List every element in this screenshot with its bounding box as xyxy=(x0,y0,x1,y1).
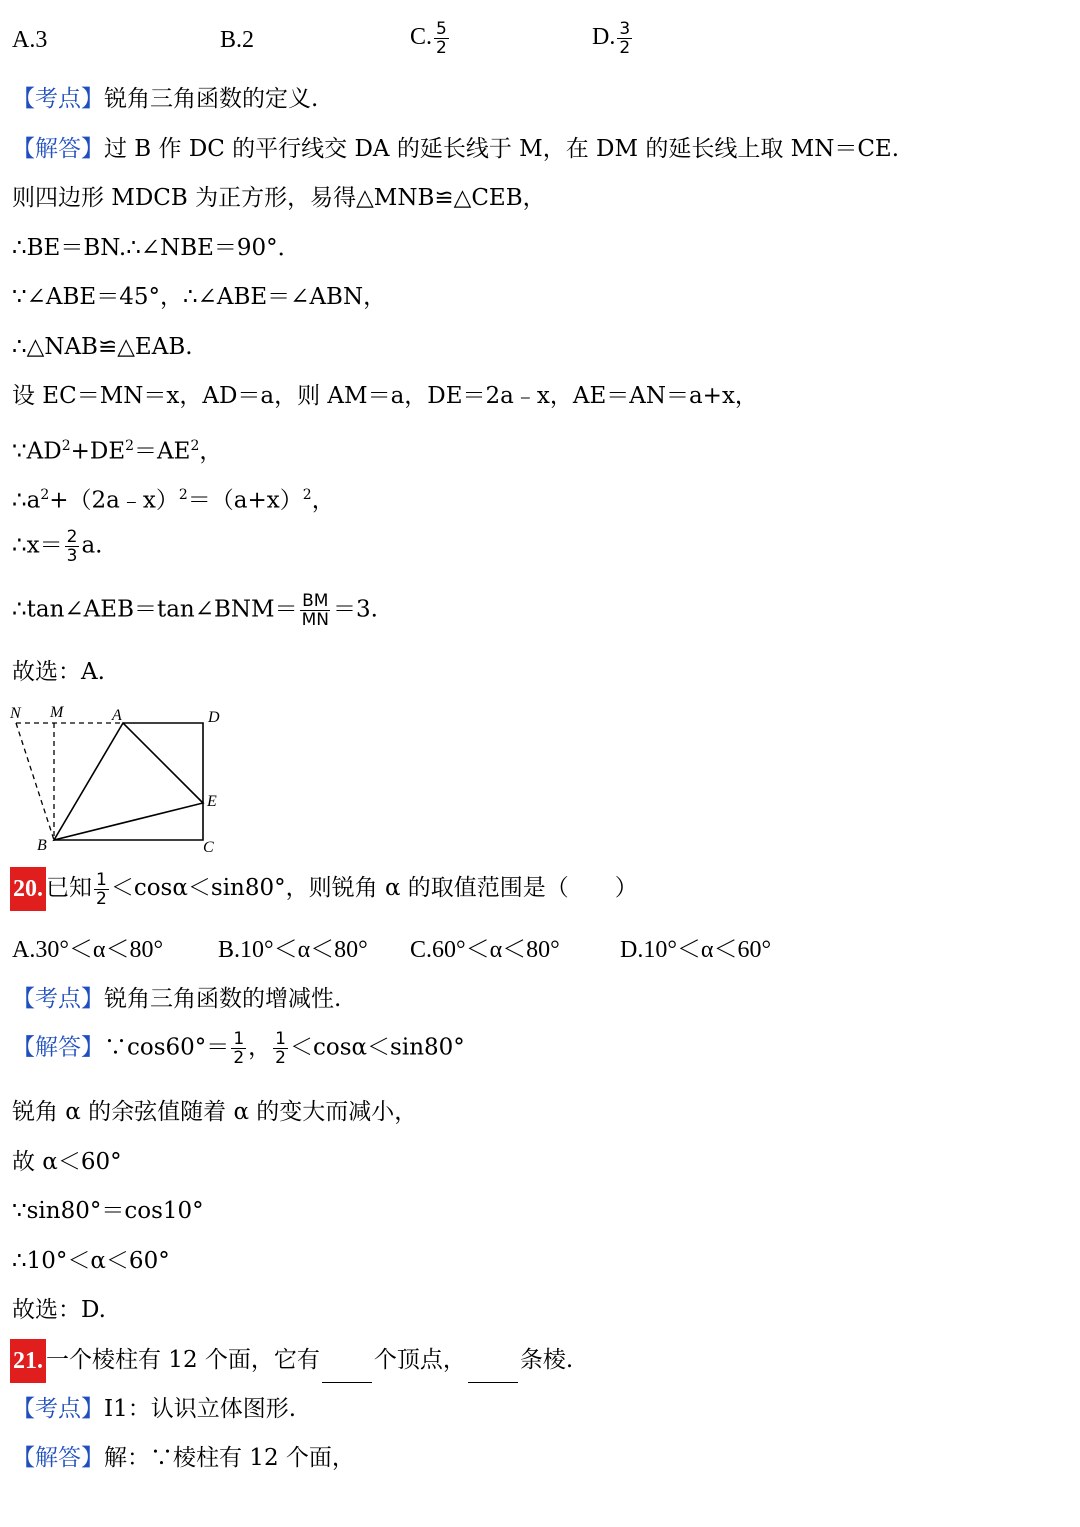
kaodian-tag: 【考点】 xyxy=(12,86,104,112)
square-sup: 2 xyxy=(125,438,135,454)
label-n: N xyxy=(10,705,21,722)
q19-step-2: ∴BE＝BN.∴∠NBE＝90°． xyxy=(12,235,301,261)
q19-option-c xyxy=(410,20,451,57)
fraction-numerator: 2 xyxy=(66,527,78,547)
q20-option-a: A.30°＜α＜80° xyxy=(12,937,164,963)
kaodian-text: I1：认识立体图形. xyxy=(104,1396,297,1422)
fraction-denominator: 2 xyxy=(275,1048,286,1068)
label-a: A xyxy=(112,707,122,724)
q19-step-5: 设 EC＝MN＝x，AD＝a，则 AM＝a，DE＝2a﹣x，AE＝AN＝a+x， xyxy=(12,383,758,409)
q20-answer: 故选：D. xyxy=(12,1297,106,1323)
fraction-numerator: BM xyxy=(302,591,329,611)
pyth-part-b: +DE xyxy=(70,438,126,465)
fraction-denominator: 2 xyxy=(619,38,631,58)
q20-jieda xyxy=(12,1030,465,1067)
jieda-part-a: ∵cos60°＝ xyxy=(104,1034,230,1061)
edge-count-blank xyxy=(468,1360,518,1383)
fraction-denominator: 3 xyxy=(66,546,78,566)
kaodian-tag: 【考点】 xyxy=(12,1396,104,1422)
eq-part-b: +（2a﹣x） xyxy=(49,487,179,514)
label-e: E xyxy=(207,793,217,810)
label-d: D xyxy=(208,709,220,726)
q21-stem-b: 个顶点， xyxy=(373,1347,466,1373)
fraction-numerator: 3 xyxy=(619,19,631,39)
pyth-part-c: ＝AE xyxy=(134,438,191,465)
q19-step-1: 则四边形 MDCB 为正方形，易得△MNB≌△CEB， xyxy=(12,185,546,211)
q20-step-2: 故 α＜60° xyxy=(12,1149,122,1175)
jieda-part-b: ， xyxy=(248,1034,272,1061)
q20-step-3: ∵sin80°＝cos10° xyxy=(12,1198,204,1224)
tan-fraction xyxy=(300,592,331,629)
triangle-abe xyxy=(54,723,203,840)
fraction-denominator: 2 xyxy=(96,888,107,909)
q19-option-c-fraction xyxy=(434,20,449,57)
label-m: M xyxy=(50,704,64,721)
square-sup: 2 xyxy=(40,487,50,503)
eq-part-d: ， xyxy=(311,487,335,514)
q19-option-d xyxy=(592,20,634,57)
pyth-part-d: ， xyxy=(199,438,223,465)
q20-step-1: 锐角 α 的余弦值随着 α 的变大而减小， xyxy=(12,1099,418,1125)
q19-kaodian xyxy=(12,84,318,114)
q19-equation xyxy=(12,480,335,516)
square-sup: 2 xyxy=(61,438,71,454)
q19-answer: 故选：A. xyxy=(12,659,105,685)
half-fraction xyxy=(273,1030,288,1067)
jieda-tag: 【解答】 xyxy=(12,1445,104,1471)
dashed-line-nb xyxy=(16,723,54,840)
q20-step-4: ∴10°＜α＜60° xyxy=(12,1248,170,1274)
q19-option-c-prefix: C. xyxy=(410,24,433,51)
q19-tan xyxy=(12,592,378,629)
q21-kaodian xyxy=(12,1394,296,1424)
jieda-part-c: ＜cosα＜sin80° xyxy=(289,1034,465,1061)
q20-option-d: D.10°＜α＜60° xyxy=(620,937,772,963)
half-fraction xyxy=(231,1030,246,1067)
jieda-text: 解：∵棱柱有 12 个面， xyxy=(104,1445,355,1471)
vertex-count-blank xyxy=(322,1360,372,1383)
fraction-denominator: 2 xyxy=(233,1048,245,1068)
q20-fraction xyxy=(94,871,109,908)
q20-stem-b: ＜cosα＜sin80°，则锐角 α 的取值范围是（ ） xyxy=(110,875,638,901)
fraction-denominator: MN xyxy=(301,610,329,630)
label-c: C xyxy=(203,839,214,856)
q19-option-a: A.3 xyxy=(12,27,48,53)
q20-option-b: B.10°＜α＜80° xyxy=(218,937,368,963)
square-sup: 2 xyxy=(302,487,312,503)
kaodian-text: 锐角三角函数的定义. xyxy=(104,86,319,112)
q19-option-d-prefix: D. xyxy=(592,24,616,51)
kaodian-tag: 【考点】 xyxy=(12,986,104,1012)
q19-step-4: ∴△NAB≌△EAB. xyxy=(12,334,193,360)
tan-prefix: ∴tan∠AEB＝tan∠BNM＝ xyxy=(12,596,298,623)
square-sup: 2 xyxy=(178,487,188,503)
q20-option-c: C.60°＜α＜80° xyxy=(410,937,560,963)
fraction-denominator: 2 xyxy=(436,38,447,58)
kaodian-text: 锐角三角函数的增减性. xyxy=(104,986,342,1012)
jieda-tag: 【解答】 xyxy=(12,1034,104,1061)
fraction-numerator: 5 xyxy=(436,19,447,39)
q19-jieda xyxy=(12,134,899,164)
q21-stem-c: 条棱. xyxy=(519,1347,574,1373)
fraction-numerator: 1 xyxy=(275,1029,286,1049)
eq-part-c: ＝（a+x） xyxy=(187,487,303,514)
jieda-tag: 【解答】 xyxy=(12,136,104,162)
jieda-text: 过 B 作 DC 的平行线交 DA 的延长线于 M，在 DM 的延长线上取 MN＝CE. xyxy=(104,136,900,162)
x-suffix: a. xyxy=(81,532,103,559)
q21-jieda xyxy=(12,1443,355,1473)
q19-step-3: ∵∠ABE＝45°，∴∠ABE＝∠ABN， xyxy=(12,284,387,310)
q21-stem xyxy=(10,1338,573,1383)
q19-x-value xyxy=(12,528,102,565)
q20-stem xyxy=(10,866,638,911)
q20-stem-a: 已知 xyxy=(46,875,92,901)
q19-pythagoras xyxy=(12,431,222,467)
square-sup: 2 xyxy=(190,438,200,454)
q19-option-d-fraction xyxy=(617,20,632,57)
x-fraction xyxy=(65,528,80,565)
q20-kaodian xyxy=(12,984,341,1014)
tan-suffix: ＝3. xyxy=(332,596,378,623)
q21-stem-a: 一个棱柱有 12 个面，它有 xyxy=(46,1347,320,1373)
geometry-figure xyxy=(8,700,228,860)
q19-option-b: B.2 xyxy=(220,27,255,53)
q21-number-badge: 21. xyxy=(10,1339,46,1383)
q20-number-badge: 20. xyxy=(10,867,46,911)
fraction-numerator: 1 xyxy=(96,869,107,890)
fraction-numerator: 1 xyxy=(233,1029,245,1049)
eq-part-a: ∴a xyxy=(12,487,41,514)
x-prefix: ∴x＝ xyxy=(12,532,63,559)
pyth-part-a: ∵AD xyxy=(12,438,62,465)
label-b: B xyxy=(37,837,47,854)
